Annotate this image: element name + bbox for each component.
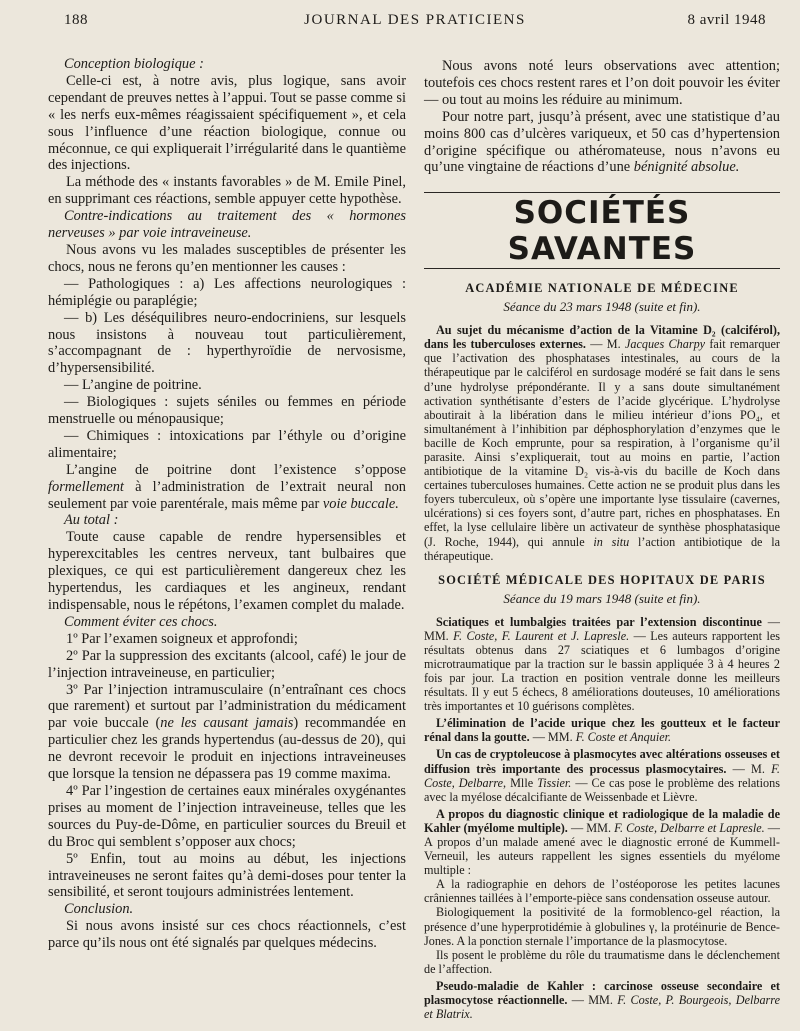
academie-title: ACADÉMIE NATIONALE DE MÉDECINE xyxy=(465,281,739,296)
sub-paragraph: A la radiographie en dehors de l’ostéoporose les petites lacunes crâniennes taillées à l’emporte-pièce sans condensation osseuse autour. xyxy=(424,877,780,906)
author: F. Coste, Delbarre xyxy=(424,761,780,790)
text-run: l’action antibiotique de la thérapeutique. xyxy=(424,534,781,563)
communication xyxy=(424,807,780,877)
text-run: Pour notre part, jusqu’à présent, avec une statistique d’au moins 800 cas d’ulcères variqueux, et 50 cas d’hypertension d’origine spécifique ou athéromateuse, nous n’avons eu qu’une vingtaine de réactions d’une xyxy=(424,108,780,176)
numbered-item xyxy=(48,682,406,783)
emphasis: formellement xyxy=(48,478,124,495)
heading-contre-indications: Contre-indications au traitement des « hormones nerveuses » par voie intraveineuse. xyxy=(48,208,406,242)
heading-total: Au total : xyxy=(64,512,119,529)
text-run: — MM. xyxy=(567,993,618,1007)
paragraph: Si nous avons insisté sur ces chocs réactionnels, c’est parce qu’ils nous ont été signalés par quelques médecins. xyxy=(48,918,406,952)
text-run: 3º Par l’injection intramusculaire (n’entraînant ces chocs que rarement) et surtout par l’administration du médicament par voie buccale ( xyxy=(48,681,406,732)
text-run: — A propos d’un malade amené avec le diagnostic erroné de Kummell-Verneuil, les auteurs rappellent les signes essentiels du myélome multiple : xyxy=(424,820,780,878)
text-run: — Les auteurs rapportent les résultats obtenus dans 27 sciatiques et 6 lumbagos d’origine microtraumatique par la traction sur le bassin appliquée 3 à 4 heures 2 fois par jour. La traction en position ventrale donne les meilleurs résultats. Il y eut 5 échecs, 8 améliorations douteuses, 10 améliorations très importantes et 10 guérisons complètes. xyxy=(424,628,780,714)
author: Jacques Charpy xyxy=(624,337,706,352)
text-run: , Mlle xyxy=(503,775,538,790)
text-run: — M. xyxy=(585,337,625,352)
numbered-item: 4º Par l’ingestion de certaines eaux minérales oxygénantes prises au moment de l’injection intraveineuse, telles que les sources du Puy-de-Dôme, en particulier sources du Breuil et du Broc qui semblent s’opposer aux chocs; xyxy=(48,782,406,850)
paragraph: Nous avons noté leurs observations avec attention; toutefois ces chocs restent rares et l’on doit pouvoir les éviter — ou tout au moins les réduire au minimum. xyxy=(424,58,780,108)
paragraph: La méthode des « instants favorables » de M. Emile Pinel, en supprimant ces réactions, semble appuyer cette hypothèse. xyxy=(48,174,406,208)
hopitaux-body xyxy=(424,615,780,1022)
paragraph: Celle-ci est, à notre avis, plus logique, sans avoir cependant de preuves nettes à l’appui. Tout se passe comme si « les nerfs eux-mêmes réagissaient spécifiquement », et cela sous l’influence d’une réaction biologique, connue ou méconnue, ce qui expliquerait l’irrégularité dans le quantième des injections. xyxy=(48,72,406,174)
heading-conclusion: Conclusion. xyxy=(64,901,134,918)
emphasis: bénignité absolue. xyxy=(633,159,740,176)
text-run: fait remarquer que l’activation des phosphatases intestinales, au cours de la thérapeutique par le calciférol en surdosage modéré se fait dans le sens d’une hydrolyse prépondérante. Il y a sans doute simultanément activation synthétisante d’esters de l’acide glycérique. L’hydrolyse aboutirait à la libération dans le milieu intérieur d’ions PO₄, et simultanément à l’inhibition par déphosphorylation d’enzymes que le bacille de Koch emprunte, pour sa respiration, à l’organisme qu’il parasite. Ainsi s’expliquerait, tout au moins en partie, l’action antibiotique de la vitamine D₂ vis-à-vis du bacille de Koch dans certaines tuberculoses humaines. Cette action ne se produit plus dans les foyers tuberculeux, où s’opère une importante lyse tissulaire (cavernes, ulcérations) si ces foyers sont, d’autre part, riches en phosphatases. En effet, la lyse cellulaire libère un activateur de synthèse phosphatasique (J. Roche, 1944), qui annule xyxy=(424,337,780,549)
communication-title: Sciatiques et lumbalgies traitées par l’extension discontinue xyxy=(436,614,762,629)
text-run: — MM. xyxy=(424,614,780,643)
cause-item: — L’angine de poitrine. xyxy=(64,377,202,394)
paragraph: Nous avons vu les malades susceptibles de présenter les chocs, nous ne ferons qu’en mentionner les causes : xyxy=(48,241,406,275)
heading-conception: Conception biologique : xyxy=(64,56,204,72)
communication-title: Pseudo-maladie de Kahler : carcinose osseuse secondaire et plasmocytose réactionnelle. xyxy=(424,978,780,1007)
journal-title: JOURNAL DES PRATICIENS xyxy=(304,12,526,28)
author: F. Coste, F. Laurent et J. Lapresle. xyxy=(453,628,630,643)
page-number: 188 xyxy=(64,12,88,28)
numbered-item: 5º Enfin, tout au moins au début, les injections intraveineuses ne seront faites qu’à demi-doses pour tenter la sensibilité, et seront toujours administrées lentement. xyxy=(48,850,406,901)
text-run: à l’administration de l’extrait neural non seulement par voie parentérale, mais même par xyxy=(48,478,406,512)
communication-title: Au sujet du mécanisme d’action de la Vitamine D₂ (calciférol), dans les tuberculoses externes. xyxy=(424,323,780,352)
cause-item: — Biologiques : sujets séniles ou femmes en période menstruelle ou ménopausique; xyxy=(48,394,406,428)
left-column xyxy=(48,56,406,952)
cause-item: — b) Les déséquilibres neuro-endocriniens, sur lesquels nous insistons à nouveau tout particulièrement, s’accompagnant de : hyperthyroïdie de nervosisme, d’hypersensibilité. xyxy=(48,309,406,377)
cause-item: — Pathologiques : a) Les affections neurologiques : hémiplégie ou paraplégie; xyxy=(48,275,406,309)
communication xyxy=(424,747,780,803)
rule-top xyxy=(424,192,780,193)
numbered-item: 1º Par l’examen soigneux et approfondi; xyxy=(66,630,298,647)
section-banner: SOCIÉTÉS SAVANTES xyxy=(507,195,697,268)
text-run: — Ce cas pose le problème des relations avec la myélose décalcifiante de Weissenbade et Lièvre. xyxy=(424,775,780,804)
hopitaux-title: SOCIÉTÉ MÉDICALE DES HOPITAUX DE PARIS xyxy=(438,572,766,587)
hopitaux-session: Séance du 19 mars 1948 (suite et fin). xyxy=(503,590,701,606)
sub-paragraph: Ils posent le problème du rôle du traumatisme dans le déclenchement de l’affection. xyxy=(424,947,780,976)
author: F. Coste et Anquier. xyxy=(575,730,672,745)
academie-body xyxy=(424,323,780,563)
issue-date: 8 avril 1948 xyxy=(687,12,766,28)
academie-session: Séance du 23 mars 1948 (suite et fin). xyxy=(503,299,701,315)
communication xyxy=(424,323,780,563)
author: F. Coste, P. Bourgeois, Delbarre et Blatrix. xyxy=(424,993,780,1022)
sub-paragraph: Biologiquement la positivité de la formoblenco-gel réaction, la présence d’une hyperprotidémie à globulines γ, la protéinurie de Bence-Jones. A la ponction sternale l’importance de la plasmocytose. xyxy=(424,905,780,948)
paragraph-angine xyxy=(48,462,406,513)
text-run: ) recommandée en particulier chez les grands hypertendus (au-dessus de 20), qui ne devront recevoir le produit en injections intraveineuses que lorsque la tension ne dépassera pas 19 comme maxima. xyxy=(48,715,406,783)
emphasis: in situ xyxy=(593,534,630,549)
text-run: — MM. xyxy=(529,730,576,745)
communication-title: L’élimination de l’acide urique chez les goutteux et le facteur rénal dans la goutte. xyxy=(424,716,780,745)
communication-title: A propos du diagnostic clinique et radiologique de la maladie de Kahler (myélome multiple). xyxy=(424,806,780,835)
emphasis: voie buccale. xyxy=(322,495,399,512)
paragraph xyxy=(424,109,780,177)
paragraph: Toute cause capable de rendre hypersensibles et hyperexcitables les centres nerveux, tant bulbaires que plexiques, ce qui est particulièrement dangereux chez les hypertendus, les cardiaques et les angineux, rendant indispensable, nous le répétons, l’examen complet du malade. xyxy=(48,529,406,613)
cause-item: — Chimiques : intoxications par l’éthyle ou d’origine alimentaire; xyxy=(48,427,406,461)
text-run: L’angine de poitrine dont l’existence s’oppose xyxy=(66,461,406,478)
communication xyxy=(424,716,780,744)
page-header xyxy=(64,10,766,34)
communication xyxy=(424,979,780,1021)
right-column xyxy=(424,58,780,1024)
text-run: — MM. xyxy=(567,820,615,835)
communication-title: Un cas de cryptoleucose à plasmocytes avec altérations osseuses et diffusion très importante des processus plasmocytaires. xyxy=(424,747,780,776)
rule-bottom xyxy=(424,268,780,269)
author: F. Coste, Delbarre et Lapresle. xyxy=(614,820,765,835)
numbered-item: 2º Par la suppression des excitants (alcool, café) le jour de l’injection intraveineuse, en particulier; xyxy=(48,647,406,681)
author: Tissier. xyxy=(537,775,572,790)
heading-comment: Comment éviter ces chocs. xyxy=(64,613,218,630)
emphasis: ne les causant jamais xyxy=(160,715,294,732)
communication xyxy=(424,615,780,714)
text-run: — M. xyxy=(726,761,772,776)
